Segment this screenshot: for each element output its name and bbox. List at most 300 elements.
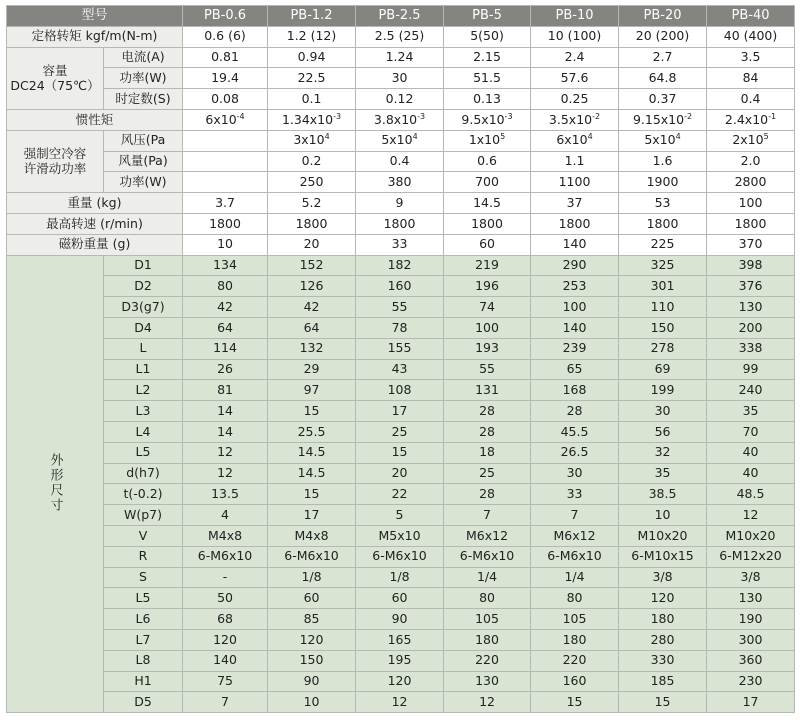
table-cell: 239 — [531, 338, 619, 359]
table-cell: 114 — [183, 338, 268, 359]
dimension-name-text: S — [139, 569, 147, 585]
table-cell: 199 — [619, 380, 707, 401]
table-cell: 0.94 — [268, 47, 356, 68]
table-cell: 338 — [707, 338, 795, 359]
sci-exponent: 4 — [324, 132, 330, 142]
table-cell — [707, 130, 795, 151]
dimension-name-text: D1 — [134, 257, 152, 273]
table-cell: 53 — [619, 193, 707, 214]
table-cell: 14.5 — [268, 442, 356, 463]
table-cell: 130 — [707, 297, 795, 318]
sci-base: 3x10 — [293, 132, 325, 148]
table-cell: 0.81 — [183, 47, 268, 68]
table-cell: 40 — [707, 442, 795, 463]
table-cell: M5x10 — [356, 525, 444, 546]
dimension-name-text: L2 — [135, 381, 151, 397]
sci-base: 2.4x10 — [724, 111, 769, 127]
table-cell: 130 — [444, 671, 531, 692]
dimension-row — [7, 442, 795, 463]
dimension-name — [104, 567, 183, 588]
capacity-sub-label: 电流(A) — [104, 47, 183, 68]
table-cell: 131 — [444, 380, 531, 401]
table-cell: 17 — [268, 505, 356, 526]
table-cell: 1800 — [707, 213, 795, 234]
sci-exponent: -2 — [684, 111, 693, 121]
table-cell: 250 — [268, 172, 356, 193]
cooling-sub-label: 风压(Pa — [104, 130, 183, 151]
table-cell: 160 — [356, 276, 444, 297]
table-cell: 20 — [268, 234, 356, 255]
table-cell: 50 — [183, 588, 268, 609]
table-cell: 0.08 — [183, 89, 268, 110]
table-cell: 12 — [183, 442, 268, 463]
table-cell: 200 — [707, 317, 795, 338]
table-cell: 19.4 — [183, 68, 268, 89]
table-cell: 0.25 — [531, 89, 619, 110]
table-cell: 20 — [356, 463, 444, 484]
table-cell: 64 — [268, 317, 356, 338]
table-cell: 64 — [183, 317, 268, 338]
table-cell: 1.1 — [531, 151, 619, 172]
capacity-row — [7, 68, 795, 89]
dimension-name — [104, 692, 183, 713]
sci-exponent: -2 — [592, 111, 601, 121]
dimension-name-text: L3 — [135, 402, 151, 418]
table-cell: 15 — [531, 692, 619, 713]
table-cell: 84 — [707, 68, 795, 89]
dimension-row — [7, 671, 795, 692]
table-cell: 12 — [356, 692, 444, 713]
dimension-name-text: D3(g7) — [121, 298, 165, 314]
table-cell: 30 — [531, 463, 619, 484]
dimension-row — [7, 297, 795, 318]
table-cell: 3/8 — [619, 567, 707, 588]
table-cell: 155 — [356, 338, 444, 359]
table-cell: 1/8 — [356, 567, 444, 588]
table-cell: 10 — [268, 692, 356, 713]
table-cell: 32 — [619, 442, 707, 463]
table-cell — [183, 130, 268, 151]
dimension-row — [7, 629, 795, 650]
capacity-label — [7, 47, 104, 109]
sci-base: 1x10 — [468, 132, 501, 148]
table-cell: 14.5 — [268, 463, 356, 484]
dimension-name — [104, 276, 183, 297]
sci-exponent: -3 — [333, 111, 342, 121]
table-cell: 7 — [531, 505, 619, 526]
table-cell: 18 — [444, 442, 531, 463]
table-cell: 26.5 — [531, 442, 619, 463]
dimension-name-text: L7 — [135, 631, 151, 647]
table-cell: 0.6 — [444, 151, 531, 172]
table-cell: 60 — [356, 588, 444, 609]
table-cell: 35 — [619, 463, 707, 484]
table-cell: 75 — [183, 671, 268, 692]
table-cell: 180 — [531, 629, 619, 650]
inertia-label: 惯性矩 — [7, 109, 183, 130]
table-cell: 100 — [707, 193, 795, 214]
dimension-name — [104, 317, 183, 338]
table-cell: 140 — [531, 317, 619, 338]
table-cell: 74 — [444, 297, 531, 318]
table-cell: 5 — [356, 505, 444, 526]
dimension-name-text: d(h7) — [126, 465, 160, 481]
dimension-row — [7, 484, 795, 505]
table-cell: 278 — [619, 338, 707, 359]
table-cell: 108 — [356, 380, 444, 401]
dimension-row — [7, 546, 795, 567]
table-cell: 120 — [356, 671, 444, 692]
table-cell: 29 — [268, 359, 356, 380]
dimension-name-text: L5 — [135, 444, 151, 460]
table-cell: 2.5 (25) — [356, 26, 444, 47]
table-cell — [183, 151, 268, 172]
rated-torque-row — [7, 26, 795, 47]
table-cell: 225 — [619, 234, 707, 255]
table-cell: 65 — [531, 359, 619, 380]
dimensions-body — [7, 255, 795, 713]
dimensions-label — [7, 255, 104, 713]
dimension-name-text: H1 — [134, 673, 152, 689]
table-cell: 6-M6x10 — [183, 546, 268, 567]
table-cell: 13.5 — [183, 484, 268, 505]
table-cell: 80 — [183, 276, 268, 297]
table-cell: 1800 — [444, 213, 531, 234]
table-cell: 40 (400) — [707, 26, 795, 47]
table-cell: 1800 — [356, 213, 444, 234]
table-cell: 1.24 — [356, 47, 444, 68]
sci-base: 9.5x10 — [461, 111, 505, 127]
table-cell: 28 — [531, 401, 619, 422]
table-cell: 81 — [183, 380, 268, 401]
table-cell: 43 — [356, 359, 444, 380]
dimension-name — [104, 609, 183, 630]
table-cell: 51.5 — [444, 68, 531, 89]
sci-base: 5x10 — [381, 132, 413, 148]
table-cell: 195 — [356, 650, 444, 671]
table-cell: 69 — [619, 359, 707, 380]
sci-base: 3.8x10 — [373, 111, 418, 127]
table-cell: 325 — [619, 255, 707, 276]
dimension-row — [7, 276, 795, 297]
table-cell: 15 — [268, 401, 356, 422]
weight-label: 重量 (kg) — [7, 193, 183, 214]
dimension-row — [7, 588, 795, 609]
table-cell: 40 — [707, 463, 795, 484]
table-cell: 180 — [444, 629, 531, 650]
table-cell: 1.6 — [619, 151, 707, 172]
table-cell: 220 — [444, 650, 531, 671]
table-cell: 15 — [619, 692, 707, 713]
table-cell — [356, 130, 444, 151]
table-cell: 55 — [444, 359, 531, 380]
table-cell: 20 (200) — [619, 26, 707, 47]
table-cell: 35 — [707, 401, 795, 422]
table-cell: 100 — [531, 297, 619, 318]
table-cell — [707, 109, 795, 130]
table-cell: 60 — [268, 588, 356, 609]
table-cell: 1/4 — [531, 567, 619, 588]
table-cell: 26 — [183, 359, 268, 380]
table-cell: 140 — [183, 650, 268, 671]
model-header: PB-5 — [444, 6, 531, 27]
dimension-name — [104, 401, 183, 422]
table-cell: 6-M6x10 — [268, 546, 356, 567]
dimension-row — [7, 317, 795, 338]
table-cell: 97 — [268, 380, 356, 401]
cooling-sub-label: 风量(Pa) — [104, 151, 183, 172]
sci-base: 5x10 — [644, 132, 676, 148]
table-cell: M6x12 — [444, 525, 531, 546]
capacity-sub-label: 功率(W) — [104, 68, 183, 89]
table-cell: 360 — [707, 650, 795, 671]
dimension-name — [104, 588, 183, 609]
table-cell: 37 — [531, 193, 619, 214]
max-speed-label: 最高转速 (r/min) — [7, 213, 183, 234]
table-cell — [268, 130, 356, 151]
sci-exponent: -1 — [768, 111, 777, 121]
dimension-row — [7, 421, 795, 442]
dimension-row — [7, 609, 795, 630]
table-cell: 10 — [619, 505, 707, 526]
table-cell: 6-M6x10 — [356, 546, 444, 567]
table-cell: 120 — [268, 629, 356, 650]
model-label: 型号 — [7, 6, 183, 27]
table-cell: 2.0 — [707, 151, 795, 172]
table-cell: 1/8 — [268, 567, 356, 588]
table-cell: M6x12 — [531, 525, 619, 546]
table-cell: 1900 — [619, 172, 707, 193]
dimension-name — [104, 546, 183, 567]
sci-base: 6x10 — [556, 132, 588, 148]
table-cell: 0.13 — [444, 89, 531, 110]
model-header: PB-40 — [707, 6, 795, 27]
sci-exponent: -3 — [504, 111, 513, 121]
table-cell — [619, 109, 707, 130]
table-cell: 330 — [619, 650, 707, 671]
spec-table — [6, 5, 795, 713]
dimension-name-text: L5 — [135, 589, 151, 605]
table-cell: 253 — [531, 276, 619, 297]
dimension-name-text: L1 — [135, 361, 151, 377]
cooling-label-line1: 强制空冷容 — [23, 145, 87, 161]
table-cell: 33 — [531, 484, 619, 505]
table-cell: 1/4 — [444, 567, 531, 588]
dimension-row — [7, 255, 795, 276]
table-cell: 14 — [183, 401, 268, 422]
table-cell: 105 — [444, 609, 531, 630]
sci-exponent: -3 — [417, 111, 426, 121]
table-cell: 376 — [707, 276, 795, 297]
table-cell: 196 — [444, 276, 531, 297]
capacity-row — [7, 89, 795, 110]
dimension-row — [7, 401, 795, 422]
table-cell: 182 — [356, 255, 444, 276]
dimension-row — [7, 380, 795, 401]
table-cell: 0.4 — [707, 89, 795, 110]
table-cell: 152 — [268, 255, 356, 276]
dimension-row — [7, 567, 795, 588]
table-cell: 190 — [707, 609, 795, 630]
table-cell: 193 — [444, 338, 531, 359]
table-cell: 14.5 — [444, 193, 531, 214]
table-cell — [183, 109, 268, 130]
table-cell: 9 — [356, 193, 444, 214]
dimension-name-text: L6 — [135, 610, 151, 626]
table-cell: 10 — [183, 234, 268, 255]
dimension-name-text: D4 — [134, 319, 152, 335]
table-cell: 110 — [619, 297, 707, 318]
sci-exponent: 4 — [675, 132, 681, 142]
table-cell: 15 — [356, 442, 444, 463]
table-cell: 290 — [531, 255, 619, 276]
table-cell: 380 — [356, 172, 444, 193]
sci-exponent: 5 — [763, 132, 769, 142]
table-cell: 219 — [444, 255, 531, 276]
table-cell: 398 — [707, 255, 795, 276]
dimension-row — [7, 650, 795, 671]
sci-base: 3.5x10 — [548, 111, 593, 127]
dimension-name — [104, 255, 183, 276]
table-cell: 5.2 — [268, 193, 356, 214]
table-cell: 120 — [183, 629, 268, 650]
sci-base: 9.15x10 — [632, 111, 685, 127]
dimension-name-text: D2 — [134, 278, 152, 293]
table-cell: 17 — [356, 401, 444, 422]
table-cell: 370 — [707, 234, 795, 255]
dimension-name-text: L8 — [135, 652, 151, 668]
table-cell: 126 — [268, 276, 356, 297]
table-cell: 2.7 — [619, 47, 707, 68]
dimension-name — [104, 380, 183, 401]
table-cell: 280 — [619, 629, 707, 650]
table-cell: - — [183, 567, 268, 588]
dimension-name — [104, 421, 183, 442]
table-cell: 45.5 — [531, 421, 619, 442]
table-cell: 25.5 — [268, 421, 356, 442]
table-cell: 0.6 (6) — [183, 26, 268, 47]
table-cell — [531, 130, 619, 151]
dimensions-label-text: 外形尺寸 — [47, 452, 63, 513]
cooling-label — [7, 130, 104, 192]
table-cell: 60 — [444, 234, 531, 255]
table-cell: 64.8 — [619, 68, 707, 89]
table-cell: 2.15 — [444, 47, 531, 68]
table-cell: 6-M6x10 — [531, 546, 619, 567]
table-cell: 80 — [531, 588, 619, 609]
table-cell: 33 — [356, 234, 444, 255]
dimension-row — [7, 359, 795, 380]
dimension-name — [104, 650, 183, 671]
capacity-row — [7, 47, 795, 68]
dimension-row — [7, 692, 795, 713]
table-cell: 1.2 (12) — [268, 26, 356, 47]
sci-base: 1.34x10 — [281, 111, 334, 127]
table-cell: 132 — [268, 338, 356, 359]
table-cell: 22 — [356, 484, 444, 505]
table-cell: 25 — [444, 463, 531, 484]
table-cell: 28 — [444, 421, 531, 442]
table-cell: 25 — [356, 421, 444, 442]
model-header: PB-20 — [619, 6, 707, 27]
table-cell: 134 — [183, 255, 268, 276]
table-cell: 68 — [183, 609, 268, 630]
table-cell: 0.4 — [356, 151, 444, 172]
cooling-row — [7, 151, 795, 172]
dimension-row — [7, 525, 795, 546]
dimension-name — [104, 484, 183, 505]
dimension-name — [104, 629, 183, 650]
table-cell: 70 — [707, 421, 795, 442]
table-cell: 48.5 — [707, 484, 795, 505]
table-cell: 4 — [183, 505, 268, 526]
model-header: PB-10 — [531, 6, 619, 27]
table-cell: 57.6 — [531, 68, 619, 89]
table-cell: 0.12 — [356, 89, 444, 110]
table-cell: 15 — [268, 484, 356, 505]
table-cell: 10 (100) — [531, 26, 619, 47]
table-cell — [444, 130, 531, 151]
table-cell: 30 — [356, 68, 444, 89]
table-cell: 38.5 — [619, 484, 707, 505]
max-speed-row — [7, 213, 795, 234]
dimension-name-text: W(p7) — [124, 506, 163, 522]
dimension-name-text: D5 — [134, 693, 152, 709]
table-cell: 56 — [619, 421, 707, 442]
table-cell: 42 — [183, 297, 268, 318]
table-cell: M4x8 — [183, 525, 268, 546]
dimension-name — [104, 338, 183, 359]
table-cell: 6-M10x15 — [619, 546, 707, 567]
table-cell: 12 — [183, 463, 268, 484]
table-cell: 150 — [268, 650, 356, 671]
table-cell: 165 — [356, 629, 444, 650]
table-cell: 0.1 — [268, 89, 356, 110]
sci-exponent: 5 — [500, 132, 506, 142]
table-cell: 90 — [268, 671, 356, 692]
table-cell: 1800 — [531, 213, 619, 234]
table-cell: M4x8 — [268, 525, 356, 546]
table-cell: 150 — [619, 317, 707, 338]
powder-weight-row — [7, 234, 795, 255]
table-cell: 22.5 — [268, 68, 356, 89]
table-cell: 168 — [531, 380, 619, 401]
table-cell: 90 — [356, 609, 444, 630]
table-cell: 160 — [531, 671, 619, 692]
dimension-row — [7, 505, 795, 526]
table-cell: M10x20 — [707, 525, 795, 546]
table-cell: 7 — [444, 505, 531, 526]
dimension-name-text: L — [139, 340, 147, 356]
inertia-row — [7, 109, 795, 130]
dimension-name — [104, 671, 183, 692]
table-cell: 55 — [356, 297, 444, 318]
table-cell: 85 — [268, 609, 356, 630]
table-cell: 3/8 — [707, 567, 795, 588]
cooling-sub-label: 功率(W) — [104, 172, 183, 193]
dimension-name — [104, 463, 183, 484]
table-cell: 105 — [531, 609, 619, 630]
table-cell: 300 — [707, 629, 795, 650]
table-cell: 17 — [707, 692, 795, 713]
table-cell: 185 — [619, 671, 707, 692]
dimension-row — [7, 338, 795, 359]
table-cell: 1800 — [183, 213, 268, 234]
dimension-name — [104, 297, 183, 318]
dimension-name — [104, 525, 183, 546]
cooling-row — [7, 172, 795, 193]
table-cell: 80 — [444, 588, 531, 609]
